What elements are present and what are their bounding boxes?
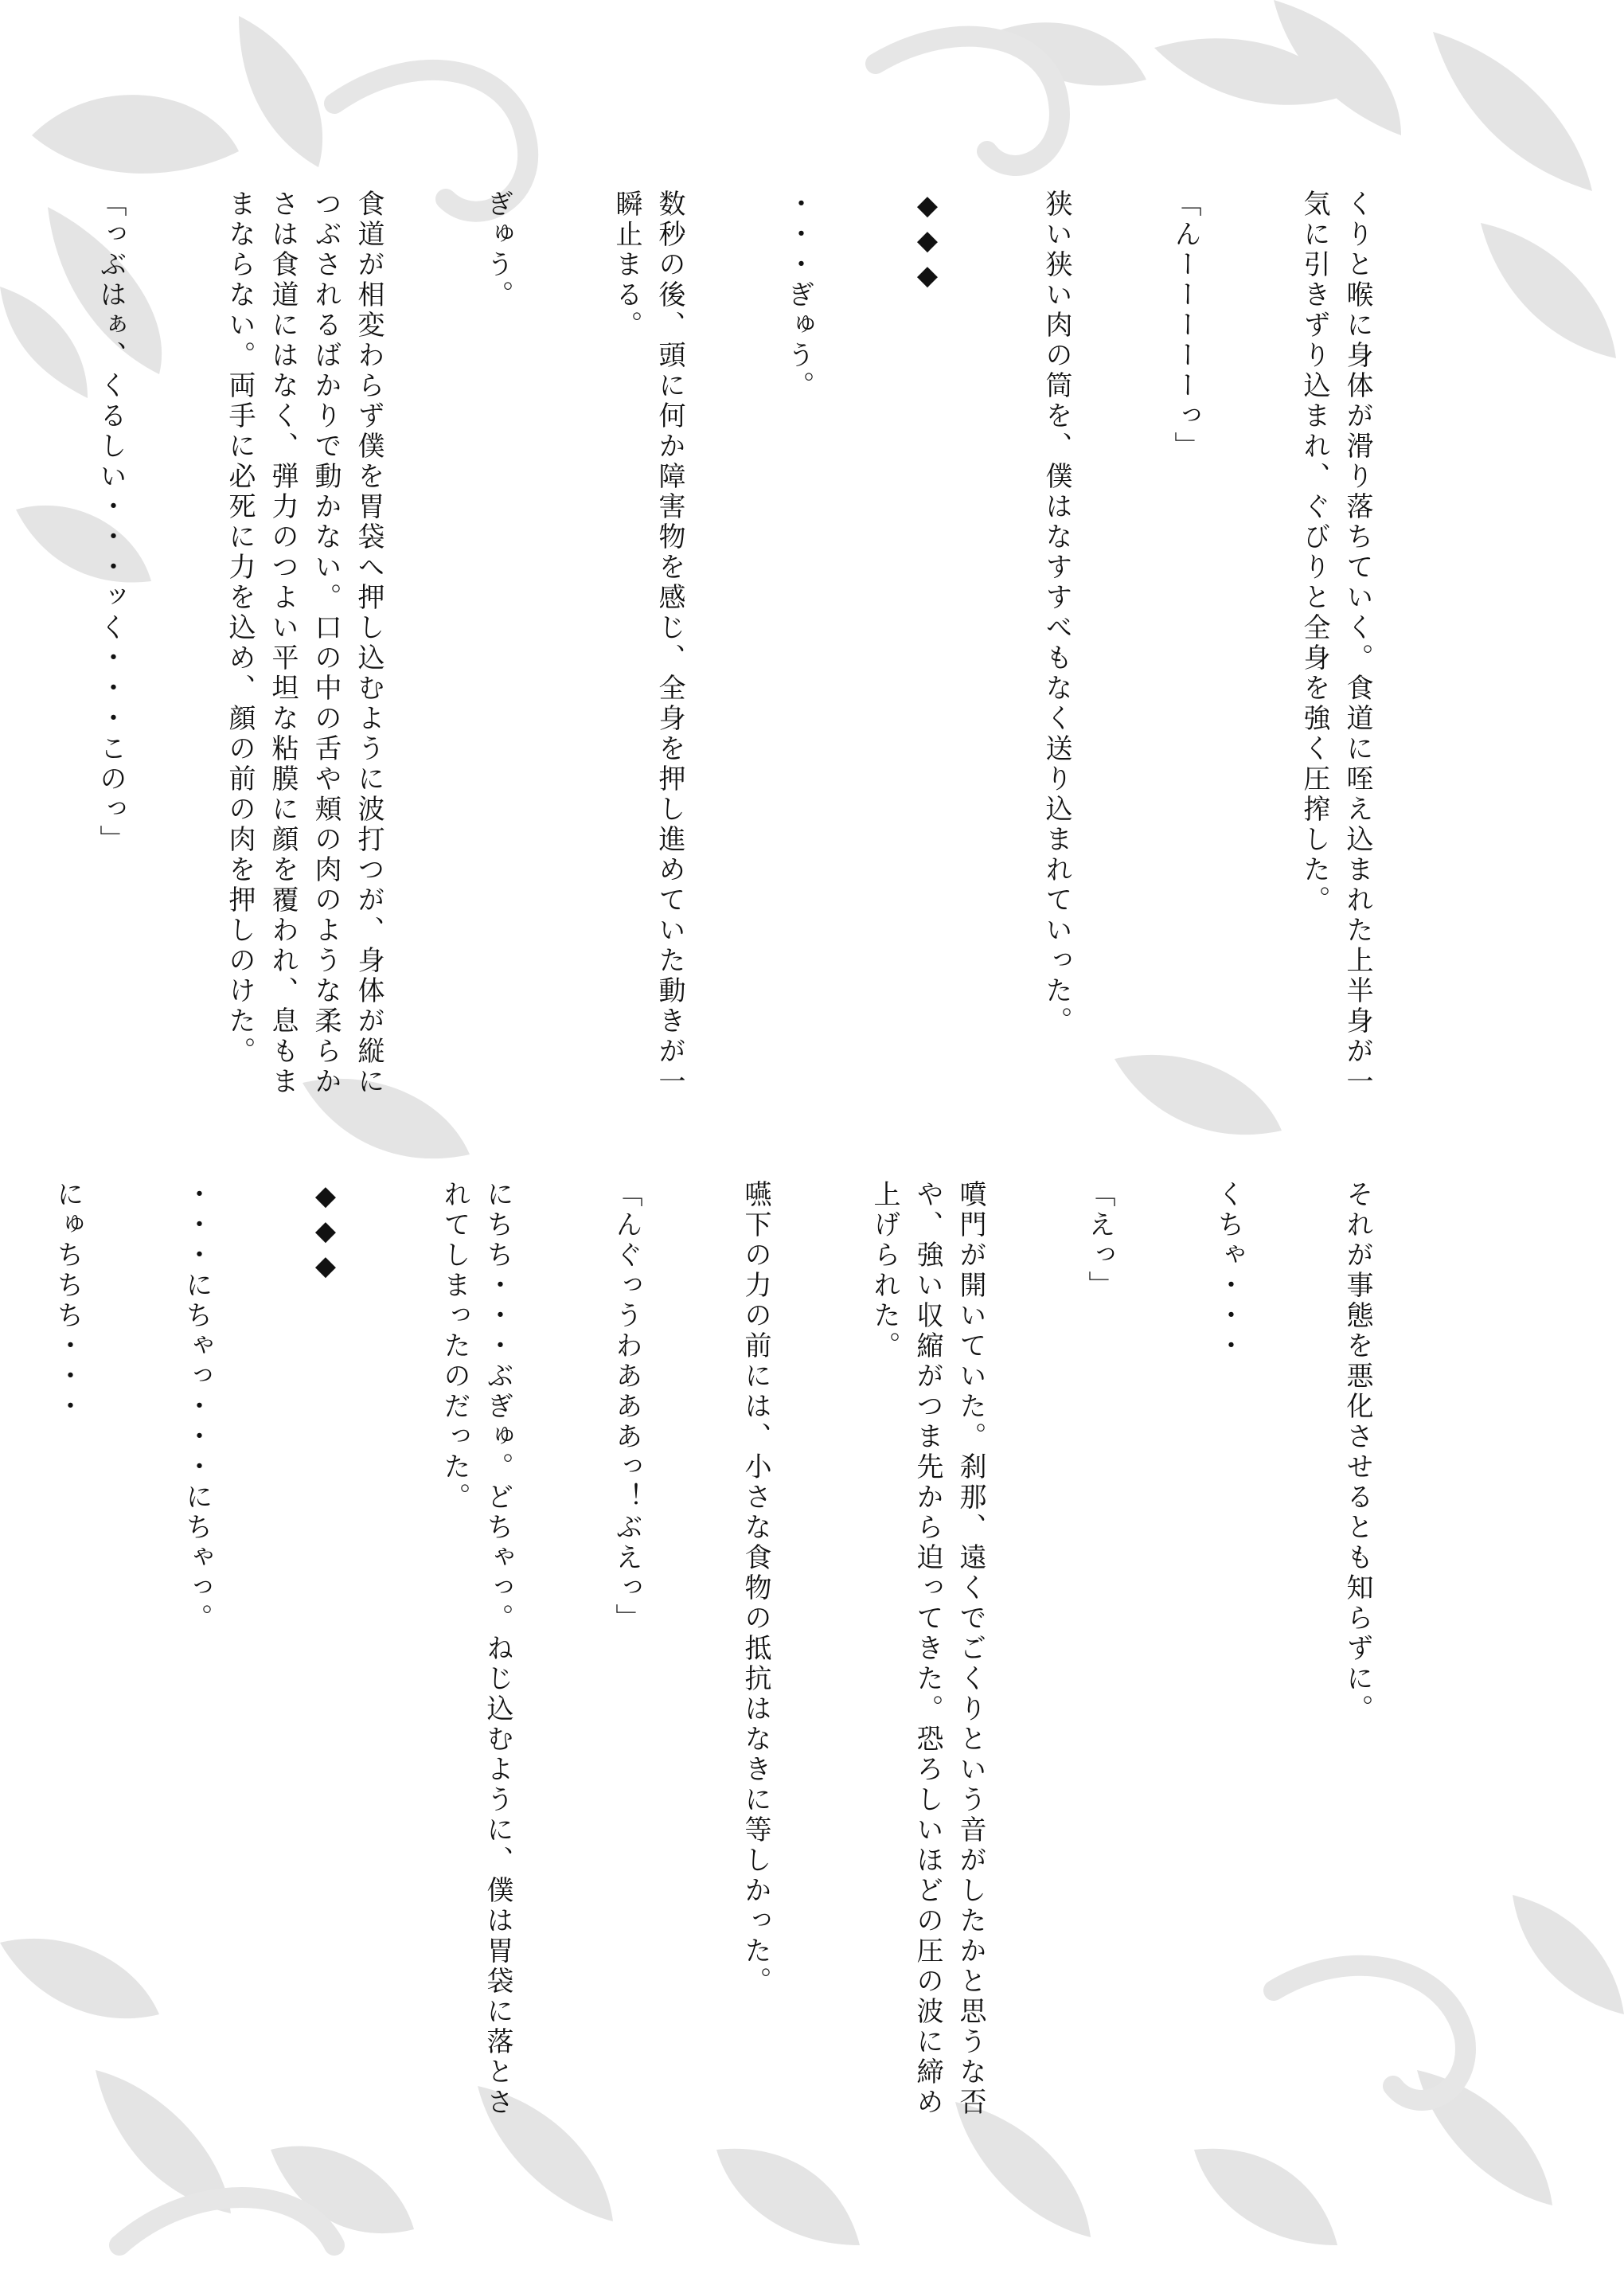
paragraph: ぎゅう。 — [482, 189, 513, 311]
paragraph: 「んぐっうわあああっ！ぶえっ」 — [611, 1180, 642, 1634]
paragraph: にちち・・・ぶぎゅ。どちゃっ。ねじ込むように、僕は胃袋に落とされてしまったのだった。 — [439, 1180, 513, 2118]
paragraph: 狭い狭い肉の筒を、僕はなすすべもなく送り込まれていった。 — [1040, 189, 1072, 1037]
paragraph: 「えっ」 — [1083, 1180, 1115, 1301]
paragraph: くりと喉に身体が滑り落ちていく。食道に咥え込まれた上半身が一気に引きずり込まれ、ぐびりと全身を強く圧搾した。 — [1298, 189, 1373, 1097]
paragraph: 食道が相変わらず僕を胃袋へ押し込むように波打つが、身体が縦につぶされるばかりで動かない。口の中の舌や頬の肉のような柔らかさは食道にはなく、弾力のつよい平坦な粘膜に顔を覆われ、息もままならない。両手に必死に力を込め、顔の前の肉を押しのけた。 — [224, 189, 385, 1097]
leaf-shape — [1513, 1895, 1624, 2014]
paragraph: 数秒の後、頭に何か障害物を感じ、全身を押し進めていた動きが一瞬止まる。 — [611, 189, 685, 1097]
section-divider: ◆◆◆ — [310, 1180, 342, 1285]
paragraph: ・・・ぎゅう。 — [783, 189, 814, 401]
paragraph: くちゃ・・・ — [1212, 1180, 1244, 1361]
paragraph: 「っぶはぁ、くるしい・・・ッく・・・このっ」 — [95, 189, 127, 855]
vine-curl — [876, 37, 1060, 166]
leaf-shape — [271, 2147, 414, 2234]
paragraph — [0, 189, 3, 1097]
leaf-shape — [32, 95, 239, 174]
paragraph: にゅちちち・・・ — [52, 1180, 84, 1422]
leaf-shape — [1433, 32, 1592, 191]
paragraph: ・・・にちゃっ・・・にちゃっ。 — [181, 1180, 213, 1634]
paragraph: それが事態を悪化させるとも知らずに。 — [1341, 1180, 1373, 1725]
top-text-block — [95, 189, 1465, 1097]
section-divider: ◆◆◆ — [912, 189, 943, 295]
vine-curl — [119, 2197, 334, 2245]
leaf-shape — [955, 2102, 1091, 2237]
leaf-shape — [239, 16, 322, 167]
paragraph: 「んーーーーーっ」 — [1169, 189, 1201, 462]
paragraph: 噴門が開いていた。刹那、遠くでごくりという音がしたかと思うな否や、強い収縮がつま先から迫ってきた。恐ろしいほどの圧の波に締め上げられた。 — [869, 1180, 986, 2118]
paragraph: 嚥下の力の前には、小さな食物の抵抗はなきに等しかった。 — [740, 1180, 771, 1997]
leaf-shape — [1194, 2149, 1337, 2245]
leaf-shape — [716, 2149, 860, 2245]
leaf-shape — [1481, 223, 1616, 358]
bottom-text-block — [52, 1180, 1465, 2119]
